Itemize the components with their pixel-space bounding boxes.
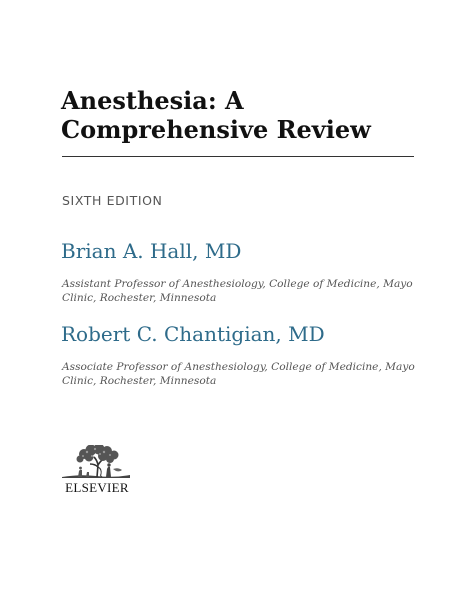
author-name-2: Robert C. Chantigian, MD: [61, 322, 325, 346]
title-divider: [62, 156, 414, 157]
edition-label: SIXTH EDITION: [62, 193, 163, 208]
publisher-name: ELSEVIER: [65, 480, 129, 495]
author-affiliation-1: Assistant Professor of Anesthesiology, College of Medicine, Mayo Clinic, Rochester, Minnesota: [62, 278, 413, 304]
book-title: Anesthesia: A Comprehensive Review: [61, 86, 371, 144]
author-affiliation-2: Associate Professor of Anesthesiology, College of Medicine, Mayo Clinic, Rochester, Minnesota: [62, 361, 415, 387]
author-name-1: Brian A. Hall, MD: [61, 239, 242, 263]
